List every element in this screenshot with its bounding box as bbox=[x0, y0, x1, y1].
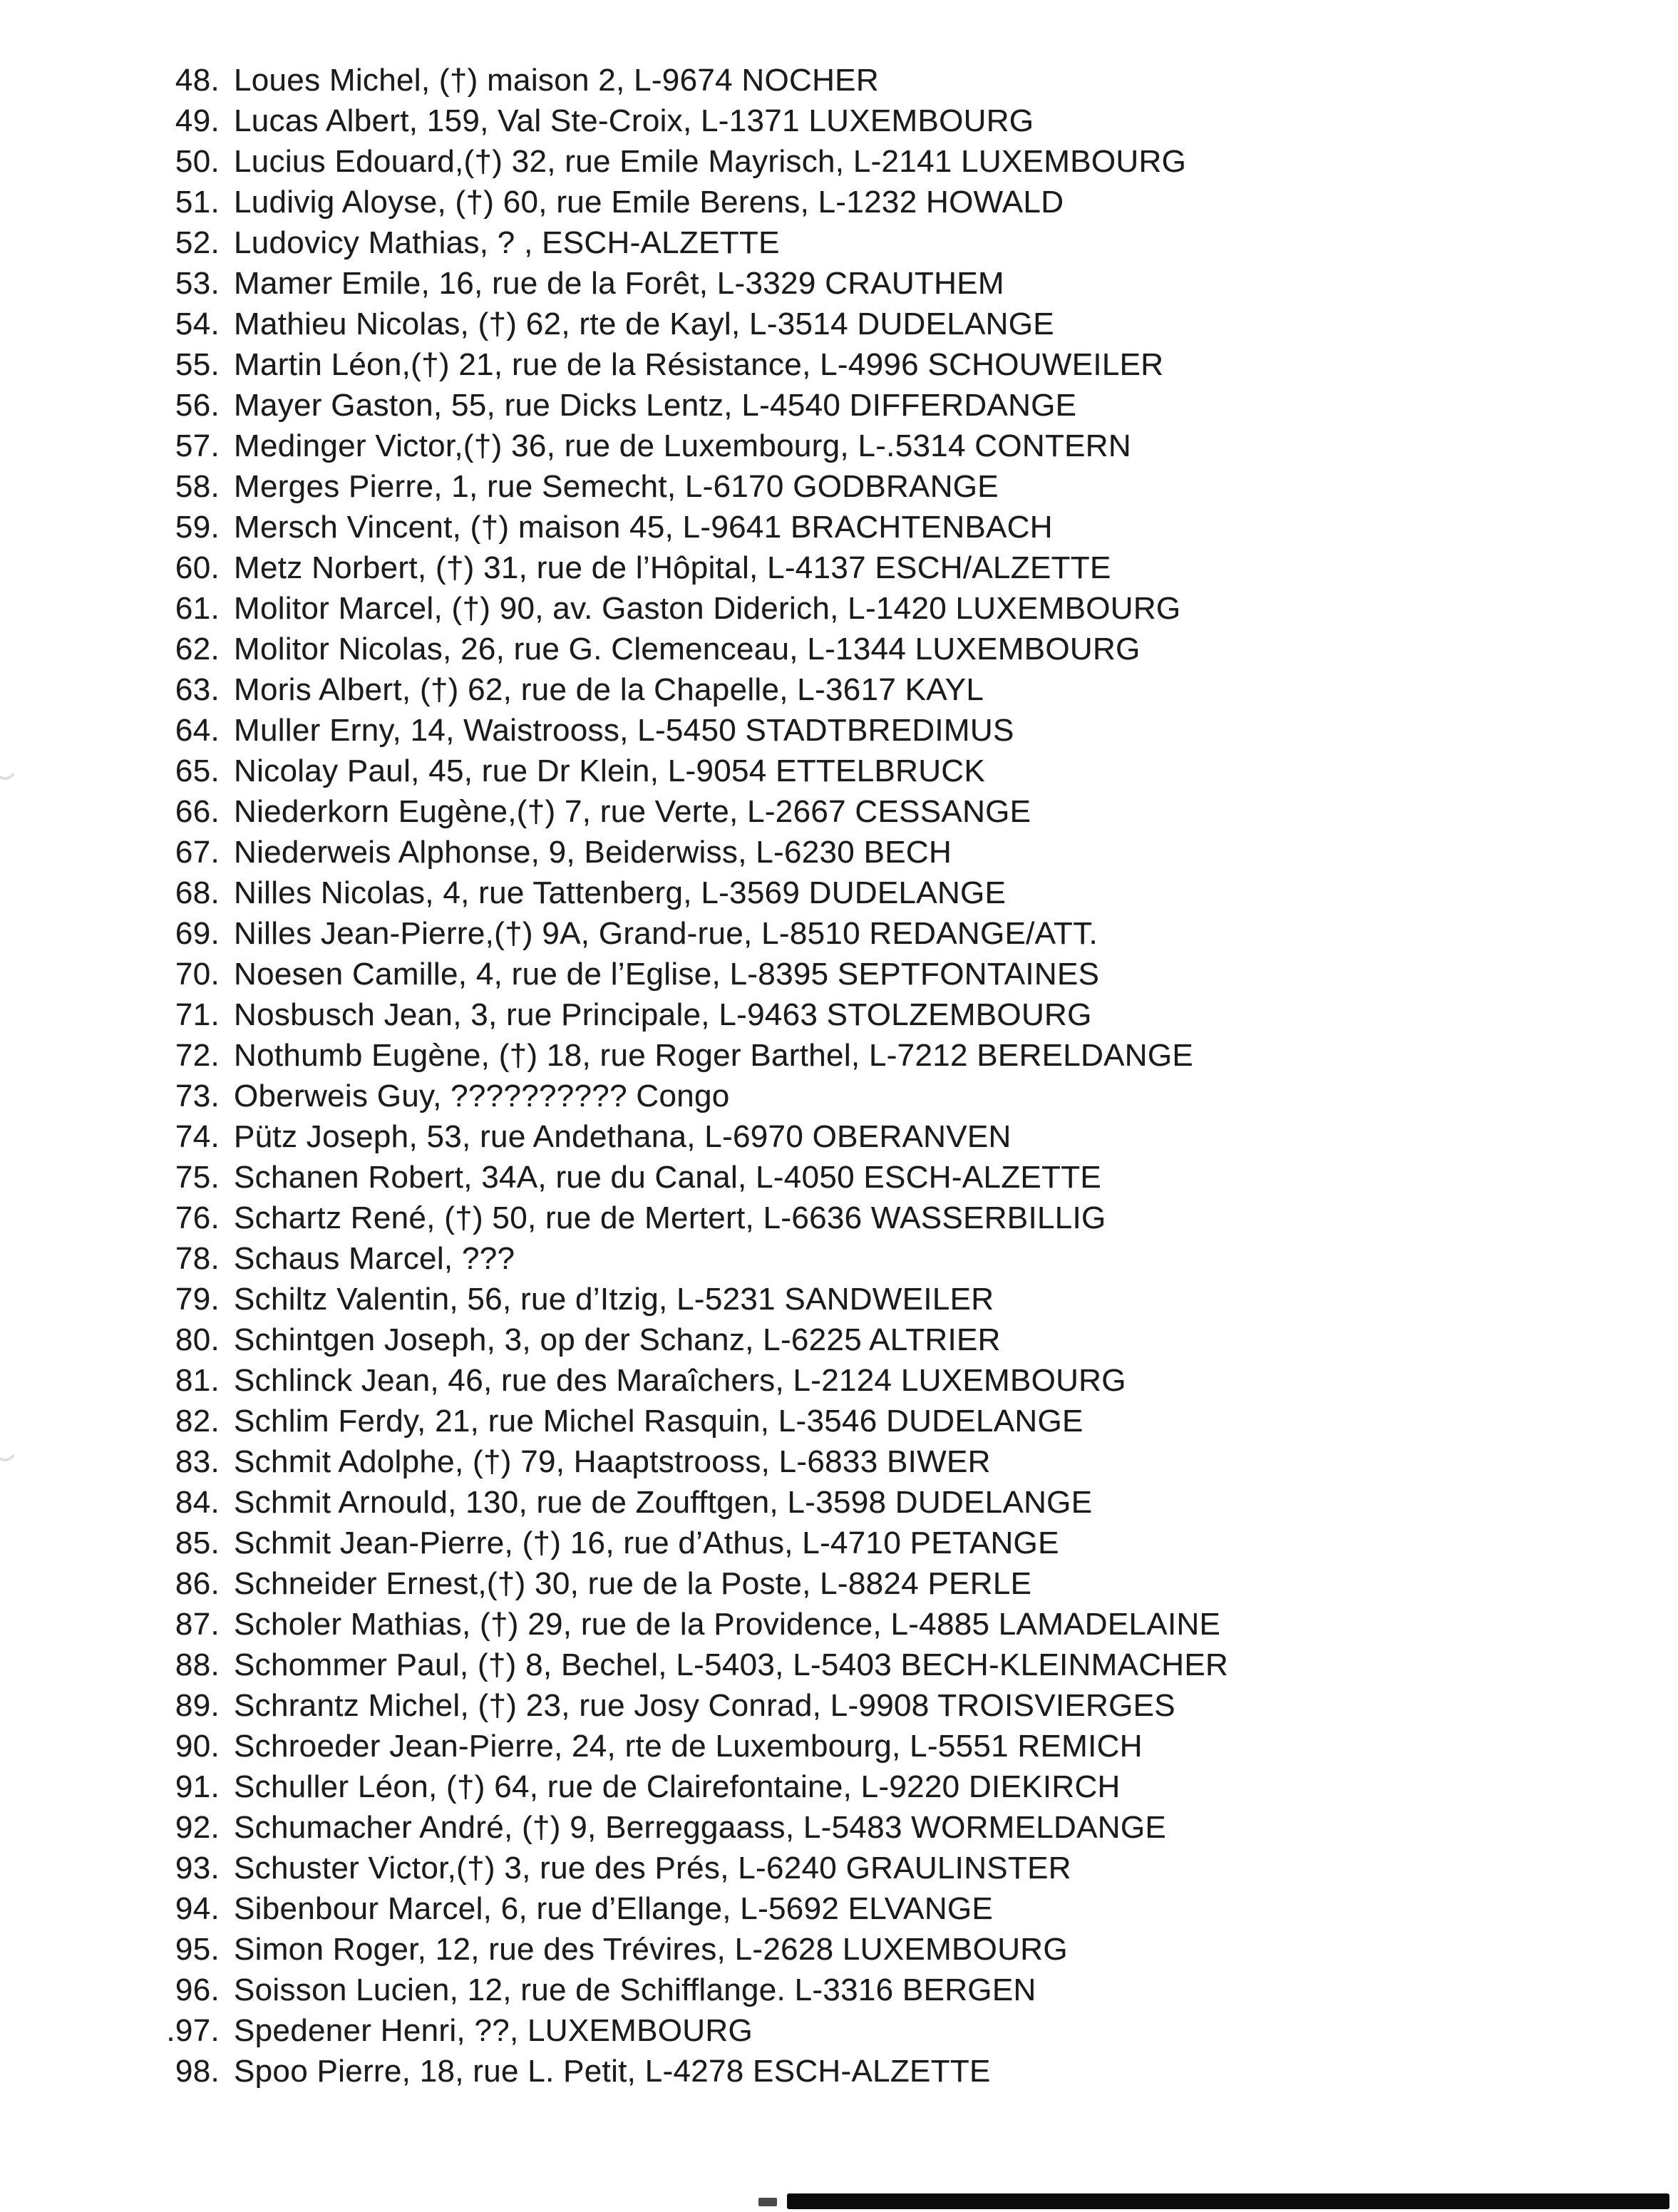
list-item-number: 82. bbox=[175, 1404, 220, 1439]
list-item-number: 85. bbox=[175, 1526, 220, 1560]
list-item-number: 65. bbox=[175, 753, 220, 788]
scan-artifact-bottom-bar bbox=[787, 2193, 1669, 2209]
list-item bbox=[135, 1482, 1228, 1523]
list-item bbox=[135, 1279, 1228, 1320]
list-item-text: Nilles Nicolas, 4, rue Tattenberg, L-3569 DUDELANGE bbox=[234, 875, 1007, 910]
list-item-text: Schmit Jean-Pierre, (†) 16, rue d’Athus, L-4710 PETANGE bbox=[234, 1526, 1059, 1560]
list-item bbox=[135, 466, 1228, 507]
list-item-text: Schmit Arnould, 130, rue de Zoufftgen, L-3598 DUDELANGE bbox=[234, 1485, 1093, 1520]
list-item bbox=[135, 954, 1228, 994]
list-item bbox=[135, 1198, 1228, 1238]
list-item-number: 51. bbox=[175, 185, 220, 220]
list-item-number: 54. bbox=[175, 307, 220, 341]
list-item-text: Mayer Gaston, 55, rue Dicks Lentz, L-4540 DIFFERDANGE bbox=[234, 388, 1077, 423]
list-item bbox=[135, 1970, 1228, 2010]
list-item-text: Schlinck Jean, 46, rue des Maraîchers, L-2124 LUXEMBOURG bbox=[234, 1363, 1126, 1398]
list-item-number: 92. bbox=[175, 1810, 220, 1845]
list-item-number: 75. bbox=[175, 1160, 220, 1195]
list-item-text: Niederkorn Eugène,(†) 7, rue Verte, L-2667 CESSANGE bbox=[234, 794, 1031, 829]
list-item bbox=[135, 1035, 1228, 1076]
list-item-number: 61. bbox=[175, 591, 220, 626]
list-item bbox=[135, 2010, 1228, 2051]
list-item bbox=[135, 1157, 1228, 1198]
list-item-number: 95. bbox=[175, 1932, 220, 1967]
list-item-number: 94. bbox=[175, 1891, 220, 1926]
list-item-text: Scholer Mathias, (†) 29, rue de la Providence, L-4885 LAMADELAINE bbox=[234, 1607, 1221, 1642]
list-item bbox=[135, 1523, 1228, 1563]
list-item-text: Schartz René, (†) 50, rue de Mertert, L-6636 WASSERBILLIG bbox=[234, 1200, 1106, 1235]
list-item-text: Schneider Ernest,(†) 30, rue de la Poste, L-8824 PERLE bbox=[234, 1566, 1032, 1601]
list-item bbox=[135, 547, 1228, 588]
list-item-number: 88. bbox=[175, 1647, 220, 1682]
list-item-number: 55. bbox=[175, 347, 220, 382]
list-item bbox=[135, 385, 1228, 426]
list-item bbox=[135, 1726, 1228, 1766]
list-item-text: Schanen Robert, 34A, rue du Canal, L-4050 ESCH-ALZETTE bbox=[234, 1160, 1102, 1195]
list-item bbox=[135, 832, 1228, 873]
list-item-text: Nothumb Eugène, (†) 18, rue Roger Barthel, L-7212 BERELDANGE bbox=[234, 1038, 1194, 1073]
list-item bbox=[135, 1360, 1228, 1401]
list-item-number: 87. bbox=[175, 1607, 220, 1642]
list-item-text: Spoo Pierre, 18, rue L. Petit, L-4278 ESCH-ALZETTE bbox=[234, 2054, 991, 2089]
scan-artifact-speck bbox=[758, 2198, 777, 2206]
list-item bbox=[135, 1401, 1228, 1441]
list-item bbox=[135, 873, 1228, 913]
list-item-number: 49. bbox=[175, 103, 220, 138]
scan-artifact-edge-mark bbox=[0, 1417, 20, 1461]
list-item bbox=[135, 426, 1228, 466]
list-item-number: 67. bbox=[175, 835, 220, 870]
list-item-number: 48. bbox=[175, 63, 220, 98]
list-item-number: 70. bbox=[175, 957, 220, 992]
list-item bbox=[135, 1238, 1228, 1279]
list-item-text: Ludovicy Mathias, ? , ESCH-ALZETTE bbox=[234, 225, 780, 260]
list-item-text: Schaus Marcel, ??? bbox=[234, 1241, 515, 1276]
list-item-text: Moris Albert, (†) 62, rue de la Chapelle, L-3617 KAYL bbox=[234, 672, 984, 707]
list-item-number: 83. bbox=[175, 1444, 220, 1479]
list-item-text: Merges Pierre, 1, rue Semecht, L-6170 GODBRANGE bbox=[234, 469, 999, 504]
list-item bbox=[135, 1604, 1228, 1645]
list-item-number: 50. bbox=[175, 144, 220, 179]
list-item-text: Schumacher André, (†) 9, Berreggaass, L-5483 WORMELDANGE bbox=[234, 1810, 1167, 1845]
scan-artifact-edge-mark bbox=[0, 736, 20, 780]
list-item-number: 73. bbox=[175, 1079, 220, 1113]
list-item-number: 79. bbox=[175, 1282, 220, 1317]
list-item bbox=[135, 1888, 1228, 1929]
list-item-text: Mamer Emile, 16, rue de la Forêt, L-3329 CRAUTHEM bbox=[234, 266, 1004, 301]
list-item-text: Schmit Adolphe, (†) 79, Haaptstrooss, L-6833 BIWER bbox=[234, 1444, 991, 1479]
member-list bbox=[135, 60, 1228, 2092]
list-item-number: 90. bbox=[175, 1729, 220, 1764]
list-item-number: 58. bbox=[175, 469, 220, 504]
list-item-number: 84. bbox=[175, 1485, 220, 1520]
list-item-text: Metz Norbert, (†) 31, rue de l’Hôpital, L-4137 ESCH/ALZETTE bbox=[234, 550, 1111, 585]
list-item bbox=[135, 588, 1228, 629]
list-item-number: 80. bbox=[175, 1322, 220, 1357]
list-item-text: Nicolay Paul, 45, rue Dr Klein, L-9054 ETTELBRUCK bbox=[234, 753, 986, 788]
list-item-number: .97. bbox=[166, 2013, 220, 2048]
list-item bbox=[135, 994, 1228, 1035]
list-item-number: 71. bbox=[175, 997, 220, 1032]
list-item-text: Niederweis Alphonse, 9, Beiderwiss, L-6230 BECH bbox=[234, 835, 952, 870]
list-item-number: 76. bbox=[175, 1200, 220, 1235]
list-item-text: Nilles Jean-Pierre,(†) 9A, Grand-rue, L-8510 REDANGE/ATT. bbox=[234, 916, 1098, 951]
list-item-number: 52. bbox=[175, 225, 220, 260]
list-item-text: Schlim Ferdy, 21, rue Michel Rasquin, L-3546 DUDELANGE bbox=[234, 1404, 1084, 1439]
list-item bbox=[135, 60, 1228, 101]
list-item-text: Schuller Léon, (†) 64, rue de Clairefontaine, L-9220 DIEKIRCH bbox=[234, 1769, 1121, 1804]
list-item-text: Simon Roger, 12, rue des Trévires, L-2628 LUXEMBOURG bbox=[234, 1932, 1068, 1967]
list-item bbox=[135, 1076, 1228, 1116]
list-item bbox=[135, 1563, 1228, 1604]
list-item-number: 81. bbox=[175, 1363, 220, 1398]
list-item-number: 62. bbox=[175, 632, 220, 667]
list-item bbox=[135, 182, 1228, 222]
list-item-number: 89. bbox=[175, 1688, 220, 1723]
list-item-text: Molitor Marcel, (†) 90, av. Gaston Diderich, L-1420 LUXEMBOURG bbox=[234, 591, 1181, 626]
list-item bbox=[135, 791, 1228, 832]
list-item-text: Martin Léon,(†) 21, rue de la Résistance, L-4996 SCHOUWEILER bbox=[234, 347, 1164, 382]
list-item bbox=[135, 304, 1228, 344]
list-item-number: 57. bbox=[175, 428, 220, 463]
list-item-number: 68. bbox=[175, 875, 220, 910]
list-item bbox=[135, 1645, 1228, 1685]
list-item bbox=[135, 101, 1228, 141]
list-item-number: 78. bbox=[175, 1241, 220, 1276]
list-item-text: Soisson Lucien, 12, rue de Schifflange. L-3316 BERGEN bbox=[234, 1972, 1036, 2007]
list-item bbox=[135, 2051, 1228, 2092]
list-item-number: 98. bbox=[175, 2054, 220, 2089]
list-item-text: Schiltz Valentin, 56, rue d’Itzig, L-5231 SANDWEILER bbox=[234, 1282, 994, 1317]
list-item-number: 86. bbox=[175, 1566, 220, 1601]
list-item-number: 60. bbox=[175, 550, 220, 585]
list-item bbox=[135, 1441, 1228, 1482]
list-item-number: 72. bbox=[175, 1038, 220, 1073]
list-item bbox=[135, 141, 1228, 182]
list-item-number: 53. bbox=[175, 266, 220, 301]
list-item-text: Nosbusch Jean, 3, rue Principale, L-9463 STOLZEMBOURG bbox=[234, 997, 1092, 1032]
list-item bbox=[135, 263, 1228, 304]
list-item-text: Medinger Victor,(†) 36, rue de Luxembourg, L-.5314 CONTERN bbox=[234, 428, 1131, 463]
list-item-text: Muller Erny, 14, Waistrooss, L-5450 STADTBREDIMUS bbox=[234, 713, 1014, 748]
list-item-text: Loues Michel, (†) maison 2, L-9674 NOCHER bbox=[234, 63, 879, 98]
list-item bbox=[135, 669, 1228, 710]
list-item-text: Noesen Camille, 4, rue de l’Eglise, L-8395 SEPTFONTAINES bbox=[234, 957, 1100, 992]
list-item-number: 56. bbox=[175, 388, 220, 423]
list-item bbox=[135, 1929, 1228, 1970]
list-item-number: 66. bbox=[175, 794, 220, 829]
list-item-number: 69. bbox=[175, 916, 220, 951]
list-item-text: Ludivig Aloyse, (†) 60, rue Emile Berens, L-1232 HOWALD bbox=[234, 185, 1064, 220]
list-item bbox=[135, 1685, 1228, 1726]
list-item-number: 93. bbox=[175, 1851, 220, 1886]
list-item-number: 96. bbox=[175, 1972, 220, 2007]
list-item-text: Mathieu Nicolas, (†) 62, rte de Kayl, L-3514 DUDELANGE bbox=[234, 307, 1054, 341]
list-item bbox=[135, 1766, 1228, 1807]
list-item bbox=[135, 629, 1228, 669]
list-item-text: Schroeder Jean-Pierre, 24, rte de Luxembourg, L-5551 REMICH bbox=[234, 1729, 1143, 1764]
list-item-text: Lucas Albert, 159, Val Ste-Croix, L-1371 LUXEMBOURG bbox=[234, 103, 1034, 138]
list-item-text: Oberweis Guy, ?????????? Congo bbox=[234, 1079, 730, 1113]
list-item bbox=[135, 1116, 1228, 1157]
list-item-text: Schuster Victor,(†) 3, rue des Prés, L-6240 GRAULINSTER bbox=[234, 1851, 1071, 1886]
list-item bbox=[135, 507, 1228, 547]
list-item-text: Schintgen Joseph, 3, op der Schanz, L-6225 ALTRIER bbox=[234, 1322, 1001, 1357]
list-item bbox=[135, 344, 1228, 385]
list-item-number: 91. bbox=[175, 1769, 220, 1804]
list-item-number: 59. bbox=[175, 510, 220, 545]
list-item bbox=[135, 1848, 1228, 1888]
list-item-text: Spedener Henri, ??, LUXEMBOURG bbox=[234, 2013, 753, 2048]
list-item-number: 74. bbox=[175, 1119, 220, 1154]
list-item bbox=[135, 1807, 1228, 1848]
list-item bbox=[135, 751, 1228, 791]
list-item-text: Molitor Nicolas, 26, rue G. Clemenceau, L-1344 LUXEMBOURG bbox=[234, 632, 1141, 667]
list-item bbox=[135, 913, 1228, 954]
list-item bbox=[135, 710, 1228, 751]
list-item-text: Pütz Joseph, 53, rue Andethana, L-6970 OBERANVEN bbox=[234, 1119, 1012, 1154]
list-item-text: Mersch Vincent, (†) maison 45, L-9641 BRACHTENBACH bbox=[234, 510, 1053, 545]
list-item-text: Schommer Paul, (†) 8, Bechel, L-5403, L-5403 BECH-KLEINMACHER bbox=[234, 1647, 1229, 1682]
list-item-text: Schrantz Michel, (†) 23, rue Josy Conrad, L-9908 TROISVIERGES bbox=[234, 1688, 1175, 1723]
list-item bbox=[135, 1320, 1228, 1360]
list-item-text: Sibenbour Marcel, 6, rue d’Ellange, L-5692 ELVANGE bbox=[234, 1891, 994, 1926]
list-item-text: Lucius Edouard,(†) 32, rue Emile Mayrisch, L-2141 LUXEMBOURG bbox=[234, 144, 1187, 179]
list-item bbox=[135, 222, 1228, 263]
list-item-number: 64. bbox=[175, 713, 220, 748]
list-item-number: 63. bbox=[175, 672, 220, 707]
